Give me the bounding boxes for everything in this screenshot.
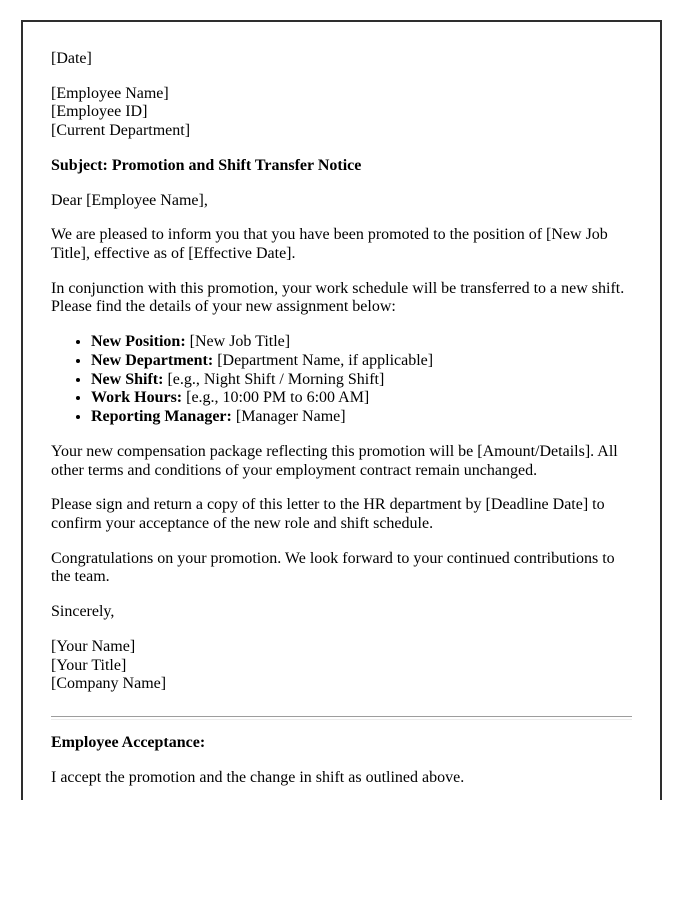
detail-value: [e.g., Night Shift / Morning Shift] (163, 370, 385, 388)
signature-title: [Your Title] (51, 656, 127, 674)
signature-name: [Your Name] (51, 637, 136, 655)
detail-new-department (91, 352, 632, 371)
paragraph-shift-transfer: In conjunction with this promotion, your work schedule will be transferred to a new shift. Please find the details of your new assignment below: (51, 279, 625, 316)
paragraph-congratulations: Congratulations on your promotion. We look forward to your continued contributions to the team. (51, 549, 615, 586)
detail-reporting-manager (91, 408, 632, 427)
assignment-details-list (51, 333, 632, 427)
signature-company: [Company Name] (51, 675, 167, 693)
detail-label: New Department: (91, 351, 214, 369)
detail-value: [e.g., 10:00 PM to 6:00 AM] (182, 389, 370, 407)
paragraph-compensation: Your new compensation package reflecting this promotion will be [Amount/Details]. All other terms and conditions of your employment contract remain unchanged. (51, 442, 618, 479)
detail-new-shift (91, 371, 632, 390)
recipient-name: [Employee Name] (51, 84, 169, 102)
detail-label: Reporting Manager: (91, 408, 232, 426)
recipient-block (51, 85, 632, 141)
subject-line: Subject: Promotion and Shift Transfer Notice (51, 156, 362, 174)
recipient-id: [Employee ID] (51, 103, 148, 121)
detail-label: Work Hours: (91, 389, 183, 407)
detail-label: New Shift: (91, 370, 164, 388)
letter-page (21, 20, 662, 800)
salutation: Dear [Employee Name], (51, 191, 208, 209)
detail-value: [Manager Name] (231, 408, 346, 426)
detail-work-hours (91, 389, 632, 408)
paragraph-sign-return: Please sign and return a copy of this letter to the HR department by [Deadline Date] to confirm your acceptance of the new role and shift schedule. (51, 496, 605, 532)
detail-label: New Position: (91, 333, 186, 351)
acceptance-text: I accept the promotion and the change in shift as outlined above. (51, 768, 465, 786)
detail-value: [New Job Title] (185, 333, 291, 351)
detail-value: [Department Name, if applicable] (213, 351, 434, 369)
detail-new-position (91, 333, 632, 352)
acceptance-divider (51, 716, 632, 720)
acceptance-heading: Employee Acceptance: (51, 733, 206, 751)
date-line: [Date] (51, 50, 92, 67)
closing: Sincerely, (51, 603, 115, 621)
paragraph-promotion: We are pleased to inform you that you have been promoted to the position of [New Job Title], effective as of [Effective Date]. (51, 226, 608, 263)
recipient-department: [Current Department] (51, 122, 191, 140)
signature-block (51, 638, 632, 694)
